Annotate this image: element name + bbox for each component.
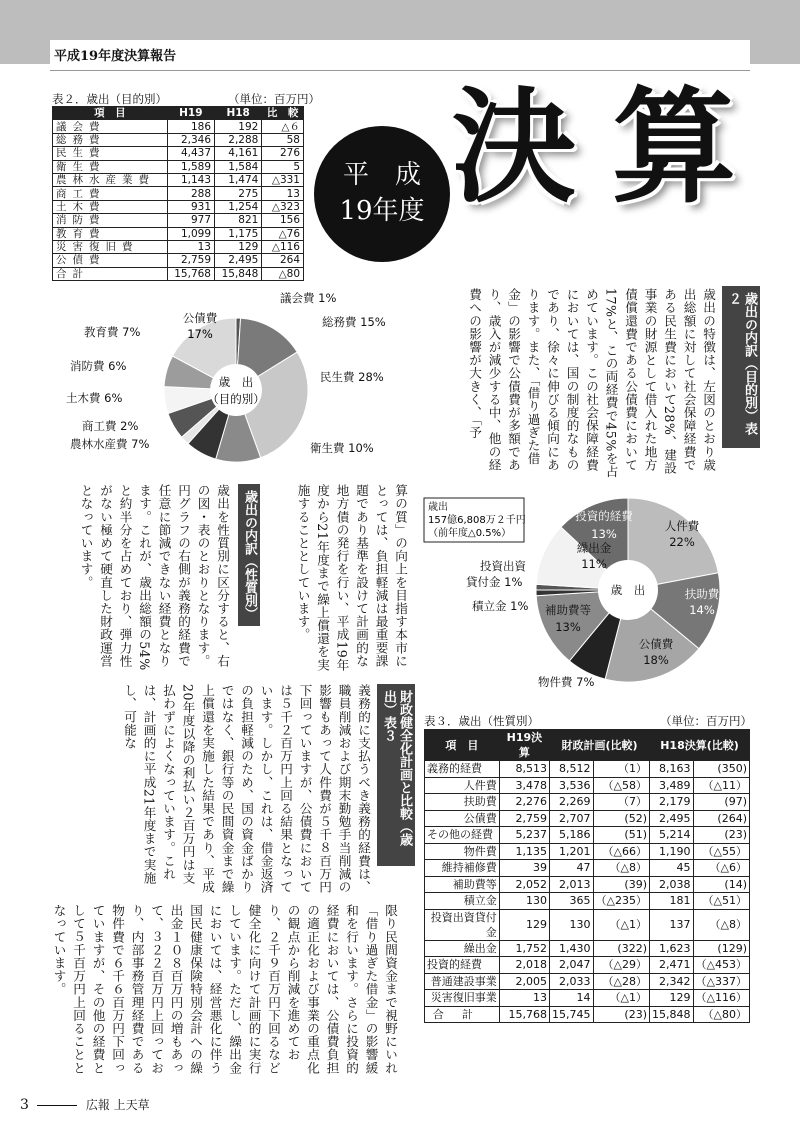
table3-cell: （△1） <box>593 990 649 1007</box>
table-row <box>425 957 750 974</box>
table-row <box>425 893 750 910</box>
table3-cell: （△66） <box>593 843 649 860</box>
pie-label: 公債費 <box>638 637 674 651</box>
table2-cell: △116 <box>262 240 304 253</box>
pie-label: 衛生費 10% <box>310 441 374 455</box>
pie-label: 議会費 1% <box>280 291 337 305</box>
table2-cell: 186 <box>167 120 214 133</box>
table3-cell: 8,163 <box>650 761 694 778</box>
table2-cell: 1,175 <box>215 227 262 240</box>
table3-cell: 5,237 <box>499 827 549 844</box>
table3-cell: （△58） <box>593 777 649 794</box>
table3-cell: (322) <box>593 940 649 957</box>
table2-cell: 総務費 <box>53 133 168 146</box>
table3-cell: (39) <box>593 876 649 893</box>
table2-cell: 1,584 <box>215 160 262 173</box>
table2-unit: （単位：百万円） <box>228 92 320 106</box>
table3-cell: （7） <box>593 794 649 811</box>
table2-cell: 商工費 <box>53 187 168 200</box>
table3-cell: (264) <box>693 810 749 827</box>
table2-cell: 消防費 <box>53 214 168 227</box>
table-row <box>425 940 750 957</box>
pie-note: 157億6,808万２千円 <box>428 515 526 526</box>
table3-cell: （△51） <box>693 893 749 910</box>
table2-header-2: H18 <box>215 107 262 120</box>
table3-cell: 物件費 <box>425 843 500 860</box>
table3-cell: 2,018 <box>499 957 549 974</box>
section1-body: 歳出の特徴は、左図のとおり歳出総額に対して社会保障経費である民生費において28%、建設事業の財源として借入れた地方債償還費である公債費において17%と、この両経費で45%を占めています。この社会保障経費においては、国の制度的なものであり、徐々に伸びる傾向にあります。また、「借り過ぎた借金」の影響で公債費が多額であり、歳入が減少する中、他の経費への影響が大きく、「予 <box>467 288 716 478</box>
table3-cell: 2,005 <box>499 973 549 990</box>
table3 <box>424 729 750 1023</box>
table-row <box>53 173 304 186</box>
pie-label: 農林水産費 7% <box>70 437 150 451</box>
pie-label: 消防費 6% <box>70 359 127 373</box>
header-title: 平成19年度決算報告 <box>54 49 177 64</box>
table3-cell: 3,489 <box>650 777 694 794</box>
table2-cell: 2,346 <box>167 133 214 146</box>
table-row <box>53 214 304 227</box>
table3-cell: 2,013 <box>550 876 594 893</box>
table2-cell: 4,437 <box>167 147 214 160</box>
table2-cell: 4,161 <box>215 147 262 160</box>
table3-cell: (97) <box>693 794 749 811</box>
pie-note: 歳出 <box>428 502 448 513</box>
table-row <box>425 777 750 794</box>
table-row <box>425 827 750 844</box>
table3-cell: （△6） <box>693 860 749 877</box>
table3-unit: （単位：百万円） <box>660 714 752 728</box>
pie-hole <box>210 364 262 416</box>
header-band <box>0 0 800 64</box>
table2 <box>52 106 304 281</box>
table3-cell: 130 <box>499 893 549 910</box>
publication-name: 広報 上天草 <box>85 1098 150 1112</box>
table2-cell: 農林水産業費 <box>53 173 168 186</box>
table2-cell: 931 <box>167 200 214 213</box>
table3-cell: 365 <box>550 893 594 910</box>
table3-cell: (23) <box>593 1006 649 1023</box>
table3-cell: 人件費 <box>425 777 500 794</box>
pie-chart-nature <box>420 486 750 696</box>
table-row <box>425 810 750 827</box>
table3-cell: 47 <box>550 860 594 877</box>
table2-cell: 288 <box>167 187 214 200</box>
table2-cell: 合計 <box>53 267 168 280</box>
table3-cell: (14) <box>693 876 749 893</box>
pie-label: 積立金 1% <box>472 599 529 613</box>
table3-cell: 災害復旧事業 <box>425 990 500 1007</box>
section1b-body: 算の質」の向上を目指す本市にとっては、負担軽減は最重要課題であり基準を設けて計画的な地方債の発行を行い、平成19年度から21年度まで繰上償還を実施することとしています。 <box>295 484 408 672</box>
table3-cell: 2,276 <box>499 794 549 811</box>
table2-cell: 192 <box>215 120 262 133</box>
table2-cell: 1,143 <box>167 173 214 186</box>
table2-header-1: H19 <box>167 107 214 120</box>
table3-cell: 投資出資貸付金 <box>425 909 500 940</box>
pie-center-label: 歳 出 <box>218 375 254 389</box>
table-row <box>53 227 304 240</box>
table3-cell: 普通建設事業 <box>425 973 500 990</box>
table3-cell: （△1） <box>593 909 649 940</box>
pie-label: 扶助費 <box>684 587 720 601</box>
pie-label: 17% <box>187 327 213 341</box>
table3-cell: 15,745 <box>550 1006 594 1023</box>
table3-cell: （△8） <box>593 860 649 877</box>
table3-cell: （△116） <box>693 990 749 1007</box>
section2-body: 歳出を性質別に区分すると、右の図・表のとおりとなります。円グラフの右側が義務的経費で任意に節減できない経費となります。これが、歳出総額の54%と約半分を占めており、弾力性がない極めて硬直した財政運営となっています。 <box>78 484 230 671</box>
table-row <box>53 267 304 280</box>
table-row <box>53 240 304 253</box>
table3-cell: 2,495 <box>650 810 694 827</box>
pie-label: 13% <box>555 620 581 634</box>
table3-cell: 2,033 <box>550 973 594 990</box>
table3-cell: 繰出金 <box>425 940 500 957</box>
table3-cell: 5,186 <box>550 827 594 844</box>
pie-label: 22% <box>669 535 695 549</box>
table-row <box>53 160 304 173</box>
table3-cell: 1,190 <box>650 843 694 860</box>
table3-header-0: 項 目 <box>425 730 500 761</box>
table-row <box>53 147 304 160</box>
table3-cell: その他の経費 <box>425 827 500 844</box>
table3-cell: 補助費等 <box>425 876 500 893</box>
table-row <box>425 761 750 778</box>
table3-cell: （△337） <box>693 973 749 990</box>
table3-cell: 137 <box>650 909 694 940</box>
table3-cell: (52) <box>593 810 649 827</box>
table3-cell: 1,752 <box>499 940 549 957</box>
pie-label: 民生費 28% <box>320 370 384 384</box>
table2-cell: 衛生費 <box>53 160 168 173</box>
pie-note: （前年度△0.5%） <box>428 528 512 539</box>
footer <box>20 1096 150 1113</box>
table2-cell: △331 <box>262 173 304 186</box>
title-circle-line1: 平 成 <box>342 160 421 190</box>
table3-cell: 45 <box>650 860 694 877</box>
table-row <box>53 187 304 200</box>
table3-header-3: H18決算(比較) <box>650 730 750 761</box>
table-row <box>425 860 750 877</box>
table2-cell: 13 <box>167 240 214 253</box>
table2-cell: 275 <box>215 187 262 200</box>
title-circle-line2: 19年度 <box>339 196 425 226</box>
table2-cell: 土木費 <box>53 200 168 213</box>
table2-cell: 民生費 <box>53 147 168 160</box>
table3-cell: （△55） <box>693 843 749 860</box>
table2-cell: 1,474 <box>215 173 262 186</box>
table-row <box>425 843 750 860</box>
table2-cell: △76 <box>262 227 304 240</box>
pie-label: 14% <box>689 603 715 617</box>
table2-cell: 1,099 <box>167 227 214 240</box>
table2-cell: 15,848 <box>215 267 262 280</box>
table3-cell: 2,052 <box>499 876 549 893</box>
pie-label: 物件費 7% <box>538 675 595 689</box>
pie-label: 人件費 <box>664 519 700 533</box>
table3-cell: (51) <box>593 827 649 844</box>
pie-label: 18% <box>643 653 669 667</box>
table2-header-0: 項 目 <box>53 107 168 120</box>
table2-cell: 1,254 <box>215 200 262 213</box>
table3-cell: 積立金 <box>425 893 500 910</box>
table3-cell: 2,707 <box>550 810 594 827</box>
pie-center-label: （目的別） <box>207 392 265 406</box>
table3-cell: 1,623 <box>650 940 694 957</box>
table2-cell: 15,768 <box>167 267 214 280</box>
table3-cell: 181 <box>650 893 694 910</box>
table-row <box>53 133 304 146</box>
pie-label: 教育費 7% <box>84 325 141 339</box>
table2-cell: 災害復旧費 <box>53 240 168 253</box>
table3-cell: 合計 <box>425 1006 500 1023</box>
table3-cell: 2,471 <box>650 957 694 974</box>
pie-label: 投資出資 <box>480 559 526 573</box>
table-row <box>425 973 750 990</box>
table3-cell: 維持補修費 <box>425 860 500 877</box>
table-row <box>425 1006 750 1023</box>
table3-cell: （△8） <box>693 909 749 940</box>
table2-cell: 276 <box>262 147 304 160</box>
table3-cell: （△80） <box>693 1006 749 1023</box>
pie-label: 13% <box>591 527 617 541</box>
table-row <box>425 909 750 940</box>
table2-cell: 2,759 <box>167 254 214 267</box>
table2-cell: 1,589 <box>167 160 214 173</box>
table3-cell: 5,214 <box>650 827 694 844</box>
table2-cell: 議会費 <box>53 120 168 133</box>
pie-chart-purpose <box>40 286 410 486</box>
table-row <box>53 200 304 213</box>
pie-label: 商工費 2% <box>82 419 139 433</box>
table2-cell: 129 <box>215 240 262 253</box>
table3-cell: 130 <box>550 909 594 940</box>
table-row <box>425 876 750 893</box>
table2-cell: 公債費 <box>53 254 168 267</box>
title-circle <box>314 126 450 262</box>
title-big-1: 決 <box>452 75 577 220</box>
table3-cell: （△29） <box>593 957 649 974</box>
table3-cell: 129 <box>499 909 549 940</box>
table3-cell: 15,768 <box>499 1006 549 1023</box>
table2-cell: 977 <box>167 214 214 227</box>
pie-label: 総務費 15% <box>322 315 386 329</box>
table3-cell: 1,201 <box>550 843 594 860</box>
table3-cell: 1,430 <box>550 940 594 957</box>
pie-label: 繰出金 <box>576 541 612 555</box>
table3-cell: 義務的経費 <box>425 761 500 778</box>
table3-header-1: H19決算 <box>499 730 549 761</box>
table3-cell: 2,179 <box>650 794 694 811</box>
table2-caption: 表２．歳出（目的別） <box>52 92 167 106</box>
table2-cell: 2,288 <box>215 133 262 146</box>
table3-cell: 15,848 <box>650 1006 694 1023</box>
table3-cell: (129) <box>693 940 749 957</box>
table-row <box>53 120 304 133</box>
table3-cell: 14 <box>550 990 594 1007</box>
table3-cell: 8,513 <box>499 761 549 778</box>
table3-cell: 扶助費 <box>425 794 500 811</box>
pie-label: 公債費 <box>182 311 218 325</box>
table3-cell: 2,759 <box>499 810 549 827</box>
table3-cell: 2,269 <box>550 794 594 811</box>
table3-cell: 2,038 <box>650 876 694 893</box>
table2-cell: 156 <box>262 214 304 227</box>
section1-heading: 歳出の内訳（目的別）表２ <box>722 286 760 448</box>
page-number: 3 <box>20 1097 29 1113</box>
title-big-2: 算 <box>612 75 737 220</box>
table3-cell: 129 <box>650 990 694 1007</box>
table3-cell: （△28） <box>593 973 649 990</box>
table3-cell: 2,047 <box>550 957 594 974</box>
table2-cell: 5 <box>262 160 304 173</box>
table-row <box>425 794 750 811</box>
table3-cell: （△11） <box>693 777 749 794</box>
table3-cell: 3,536 <box>550 777 594 794</box>
table2-cell: △323 <box>262 200 304 213</box>
table2-cell: 教育費 <box>53 227 168 240</box>
section3-heading: 財政健全化計画と比較（歳出）表３ <box>377 684 415 866</box>
pie-label: 土木費 6% <box>66 391 123 405</box>
table3-cell: 1,135 <box>499 843 549 860</box>
table3-caption: 表３．歳出（性質別） <box>424 714 539 728</box>
table2-cell: △６ <box>262 120 304 133</box>
pie-label: 貸付金 1% <box>466 575 523 589</box>
table3-cell: 投資的経費 <box>425 957 500 974</box>
table3-cell: 13 <box>499 990 549 1007</box>
table2-cell: △80 <box>262 267 304 280</box>
pie-label: 11% <box>581 557 607 571</box>
table3-cell: （△453） <box>693 957 749 974</box>
table3-cell: （1） <box>593 761 649 778</box>
table2-cell: 2,495 <box>215 254 262 267</box>
table3-cell: 公債費 <box>425 810 500 827</box>
table3-header-2: 財政計画(比較) <box>550 730 650 761</box>
section3-body1: 義務的に支払うべき義務的経費は、職員削減および期末勤勉手当削減の影響もあって人件費が５千８百万円下回っていますが、公債費においては５千２百万円上回る結果となっています。しかし、これは、借金返済の負担軽減のため、国の資金ばかりではなく、銀行等の民間資金まで繰上償還を実施した結果であり、平成20年度以降の利払い２百万円は支払わずによくなっています。これは、計画的に平成21年度まで実施し、可能な <box>122 684 371 894</box>
pie-label: 歳 出 <box>610 583 646 597</box>
table3-cell: （△235） <box>593 893 649 910</box>
header-bar <box>50 40 750 71</box>
table3-cell: 2,342 <box>650 973 694 990</box>
table2-cell: 13 <box>262 187 304 200</box>
pie-label: 補助費等 <box>545 603 591 617</box>
table3-cell: 39 <box>499 860 549 877</box>
table3-cell: 8,512 <box>550 761 594 778</box>
table3-cell: 3,478 <box>499 777 549 794</box>
table2-cell: 821 <box>215 214 262 227</box>
pie-label: 投資的経費 <box>575 509 633 523</box>
table2-cell: 58 <box>262 133 304 146</box>
table2-cell: 264 <box>262 254 304 267</box>
table2-header-3: 比 較 <box>262 107 304 120</box>
section2-heading: 歳出の内訳（性質別） <box>238 484 260 626</box>
table-row <box>425 990 750 1007</box>
table-row <box>53 254 304 267</box>
section3-body2: 限り民間資金まで視野にいれ「借り過ぎた借金」の影響緩和を行います。さらに投資的経費においては、公債費負担の適正化および事業の重点化の観点から削減を進めており、２千９百万円下回るなど健全化に向けて計画的に実行しています。ただし、繰出金においては、経営悪化に伴う国民健康保険特別会計への繰出金１０８百万円の増もあって、３２２百万円上回っており、内部事務管理経費である物件費で６千６百万円下回っていますが、その他の経費として５千百万円上回ることとなっています。 <box>51 904 398 1075</box>
table3-cell: (350) <box>693 761 749 778</box>
table3-cell: (23) <box>693 827 749 844</box>
